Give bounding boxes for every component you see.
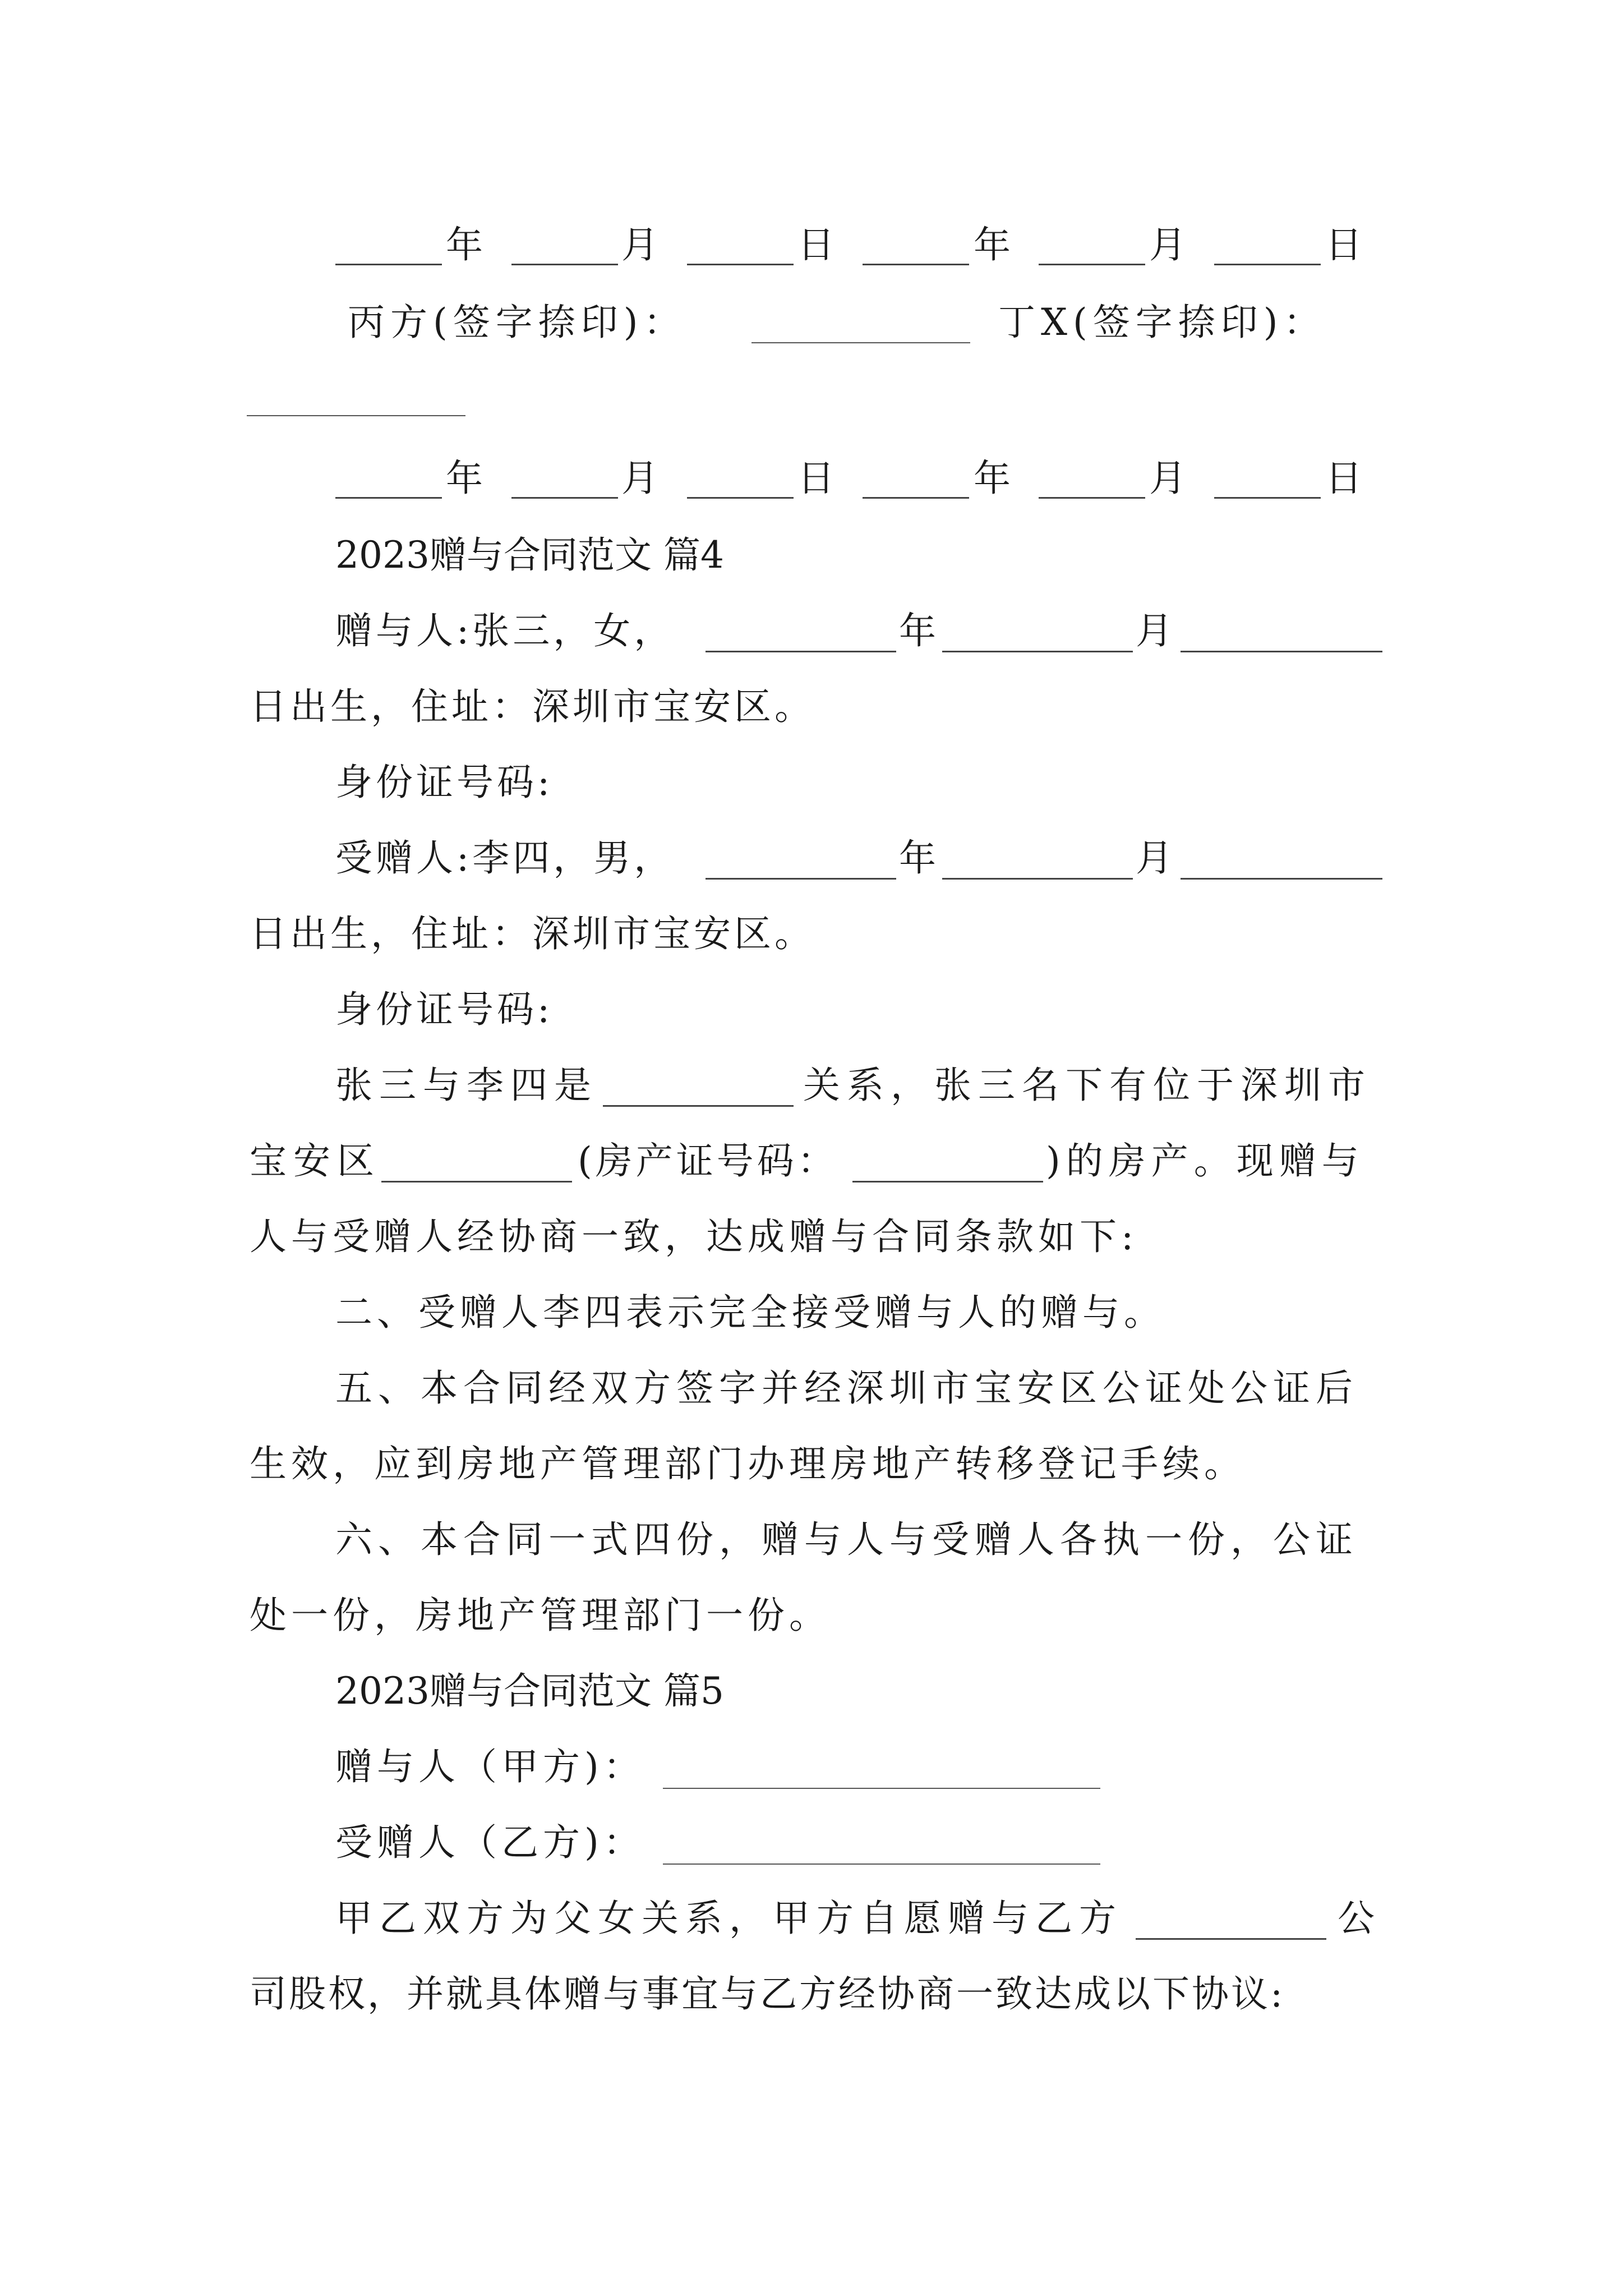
blank-line — [942, 878, 1133, 880]
body-text: 人与受赠人经协商一致，达成赠与合同条款如下: — [250, 1215, 1138, 1258]
date-unit-month: 月 — [621, 223, 658, 266]
blank-line — [663, 1864, 1100, 1865]
party-b-label: 受赠人（乙方)： — [335, 1821, 645, 1864]
article-heading: 2023赠与合同范文 篇4 — [335, 533, 724, 577]
date-unit-month: 月 — [1149, 457, 1186, 500]
blank-line — [511, 264, 618, 265]
donor-birth-row — [0, 676, 1623, 738]
party-a-row — [0, 1736, 1623, 1798]
donee-birth-row — [0, 903, 1623, 965]
body-line-2 — [0, 1130, 1623, 1192]
body-text: 公 — [1338, 1897, 1375, 1940]
donor-row — [0, 600, 1623, 662]
article-4-heading-row — [0, 524, 1623, 586]
date-row-2 — [0, 448, 1623, 509]
signature-row — [0, 292, 1623, 353]
blank-line — [1181, 878, 1382, 880]
body-line-1 — [0, 1055, 1623, 1116]
blank-line — [687, 264, 794, 265]
date-unit-year: 年 — [446, 223, 483, 266]
blank-line — [663, 1788, 1100, 1789]
blank-line — [511, 497, 618, 499]
clause-6-row-2 — [0, 1585, 1623, 1646]
blank-line — [751, 342, 970, 343]
article-heading: 2023赠与合同范文 篇5 — [335, 1669, 724, 1713]
blank-line — [603, 1105, 794, 1107]
blank-line — [247, 415, 465, 416]
date-unit-day: 日 — [1325, 457, 1362, 500]
blank-line — [942, 651, 1133, 652]
blank-line — [335, 264, 442, 265]
body-text: )的房产。现赠与 — [1046, 1139, 1364, 1182]
blank-line — [1136, 1938, 1326, 1940]
party-d-label: 丁X(签字捺印)： — [998, 301, 1326, 344]
clause-2-row — [0, 1282, 1623, 1343]
date-unit-year: 年 — [974, 457, 1011, 500]
party-b-row — [0, 1812, 1623, 1874]
date-unit-month: 月 — [1149, 223, 1186, 266]
donee-birth-address: 日出生，住址：深圳市宝安区。 — [250, 912, 815, 955]
blank-line — [863, 264, 969, 265]
donor-id-label: 身份证号码: — [335, 761, 554, 804]
donee-id-row — [0, 979, 1623, 1041]
blank-line — [706, 878, 896, 880]
year-label: 年 — [899, 609, 936, 652]
clause-5-row-2 — [0, 1433, 1623, 1495]
blank-line — [335, 497, 442, 499]
donee-label: 受赠人:李四，男， — [335, 836, 675, 880]
blank-line — [852, 1181, 1043, 1182]
donor-label: 赠与人:张三，女， — [335, 609, 675, 652]
blank-line — [381, 1181, 572, 1182]
article-5-body-1 — [0, 1888, 1623, 1949]
blank-line — [687, 497, 794, 499]
date-unit-year: 年 — [446, 457, 483, 500]
body-text: 甲乙双方为父女关系，甲方自愿赠与乙方 — [335, 1897, 1123, 1940]
donor-birth-address: 日出生，住址：深圳市宝安区。 — [250, 685, 815, 728]
body-text: 关系，张三名下有位于深圳市 — [803, 1064, 1372, 1107]
clause-text: 六、本合同一式四份，赠与人与受赠人各执一份，公证 — [335, 1518, 1358, 1561]
body-text: 司股权，并就具体赠与事宜与乙方经协商一致达成以下协议: — [250, 1972, 1285, 2016]
blank-line — [1214, 497, 1321, 499]
party-a-label: 赠与人（甲方)： — [335, 1745, 645, 1788]
clause-5-row — [0, 1358, 1623, 1419]
blank-line — [1039, 264, 1145, 265]
date-unit-day: 日 — [797, 223, 834, 266]
body-text: (房产证号码： — [578, 1139, 838, 1182]
clause-6-row — [0, 1509, 1623, 1571]
body-line-3 — [0, 1206, 1623, 1268]
date-unit-day: 日 — [1325, 223, 1362, 266]
clause-text: 处一份，房地产管理部门一份。 — [250, 1594, 831, 1637]
donee-id-label: 身份证号码: — [335, 988, 554, 1031]
blank-line — [863, 497, 969, 499]
blank-line — [1214, 264, 1321, 265]
body-text: 张三与李四是 — [335, 1064, 598, 1107]
donee-row — [0, 827, 1623, 889]
clause-text: 五、本合同经双方签字并经深圳市宝安区公证处公证后 — [335, 1366, 1358, 1410]
signature-continuation — [0, 370, 1623, 432]
clause-text: 二、受赠人李四表示完全接受赠与人的赠与。 — [335, 1291, 1165, 1334]
date-row-1 — [0, 214, 1623, 276]
date-unit-month: 月 — [621, 457, 658, 500]
month-label: 月 — [1136, 836, 1173, 880]
blank-line — [1039, 497, 1145, 499]
body-text: 宝安区 — [250, 1139, 381, 1182]
blank-line — [706, 651, 896, 652]
donor-id-row — [0, 752, 1623, 813]
clause-text: 生效，应到房地产管理部门办理房地产转移登记手续。 — [250, 1442, 1246, 1485]
month-label: 月 — [1136, 609, 1173, 652]
date-unit-year: 年 — [974, 223, 1011, 266]
article-5-heading-row — [0, 1660, 1623, 1722]
blank-line — [1181, 651, 1382, 652]
year-label: 年 — [899, 836, 936, 880]
party-c-label: 丙方(签字捺印)： — [348, 301, 686, 344]
date-unit-day: 日 — [797, 457, 834, 500]
article-5-body-2 — [0, 1963, 1623, 2025]
